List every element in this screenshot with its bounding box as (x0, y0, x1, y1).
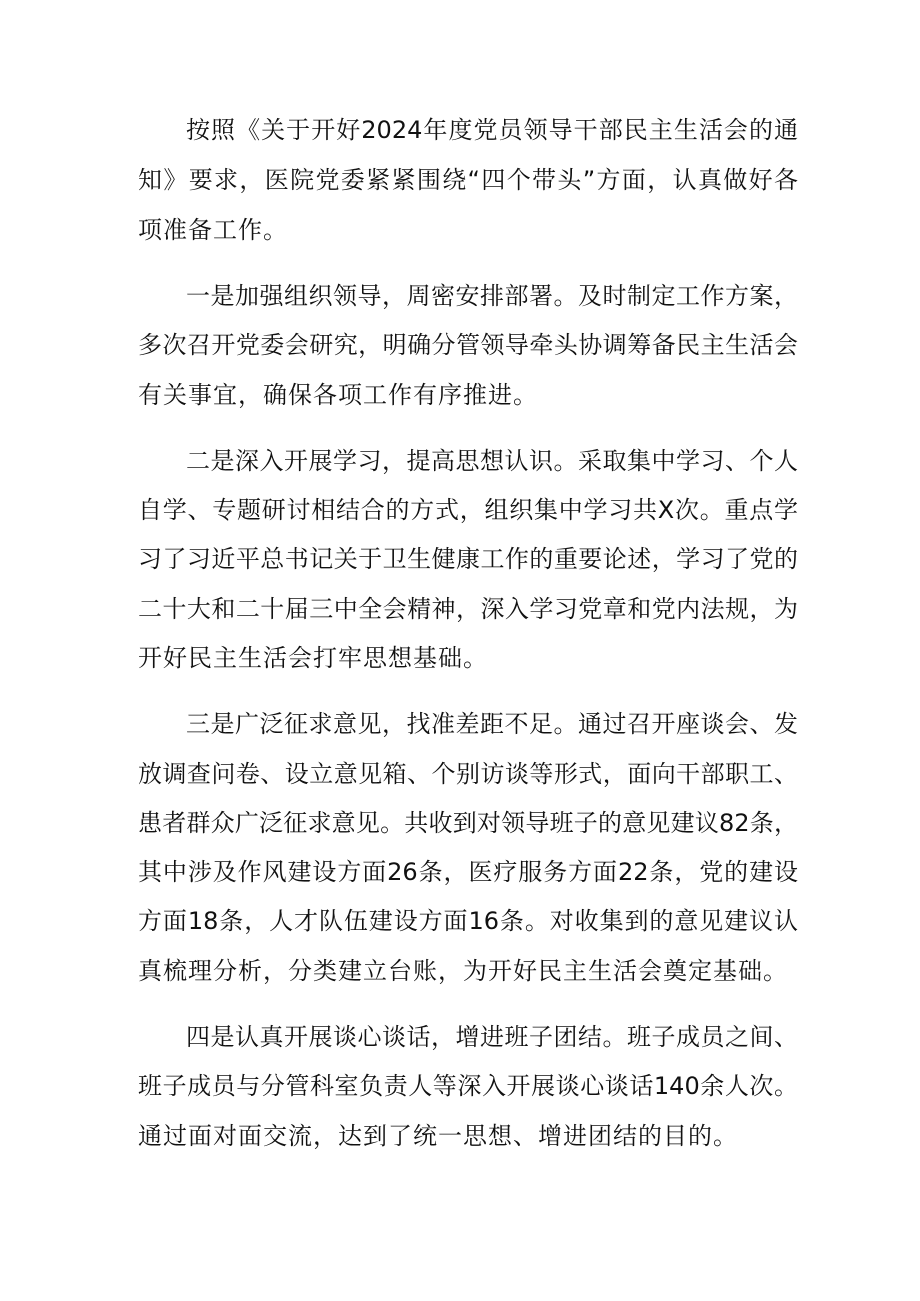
paragraph-line: 真梳理分析，分类建立台账，为开好民主生活会奠定基础。 (138, 957, 788, 985)
paragraph-line: 三是广泛征求意见，找准差距不足。通过召开座谈会、发 (186, 710, 798, 738)
paragraph-line: 四是认真开展谈心谈话，增进班子团结。班子成员之间、 (186, 1023, 798, 1051)
paragraph-line: 一是加强组织领导，周密安排部署。及时制定工作方案， (186, 282, 798, 310)
paragraph-line: 开好民主生活会打牢思想基础。 (138, 644, 488, 672)
paragraph-line: 放调查问卷、设立意见箱、个别访谈等形式，面向干部职工、 (138, 760, 798, 788)
paragraph-line: 其中涉及作风建设方面26条，医疗服务方面22条，党的建设 (138, 858, 798, 886)
paragraph-line: 通过面对面交流，达到了统一思想、增进团结的目的。 (138, 1122, 738, 1150)
paragraph-line: 多次召开党委会研究，明确分管领导牵头协调筹备民主生活会 (138, 331, 798, 359)
paragraph-line: 有关事宜，确保各项工作有序推进。 (138, 381, 538, 409)
paragraph-line: 项准备工作。 (138, 216, 288, 244)
paragraph-line: 二十大和二十届三中全会精神，深入学习党章和党内法规，为 (138, 595, 798, 623)
paragraph-line: 知》要求，医院党委紧紧围绕“四个带头”方面，认真做好各 (138, 166, 798, 194)
paragraph-line: 班子成员与分管科室负责人等深入开展谈心谈话140余人次。 (138, 1072, 798, 1100)
paragraph-line: 自学、专题研讨相结合的方式，组织集中学习共X次。重点学 (138, 496, 798, 524)
paragraph-line: 二是深入开展学习，提高思想认识。采取集中学习、个人 (186, 447, 798, 475)
paragraph-line: 方面18条，人才队伍建设方面16条。对收集到的意见建议认 (138, 907, 798, 935)
paragraph-line: 习了习近平总书记关于卫生健康工作的重要论述，学习了党的 (138, 545, 798, 573)
paragraph-line: 患者群众广泛征求意见。共收到对领导班子的意见建议82条， (138, 809, 798, 837)
paragraph-line: 按照《关于开好2024年度党员领导干部民主生活会的通 (186, 116, 798, 144)
